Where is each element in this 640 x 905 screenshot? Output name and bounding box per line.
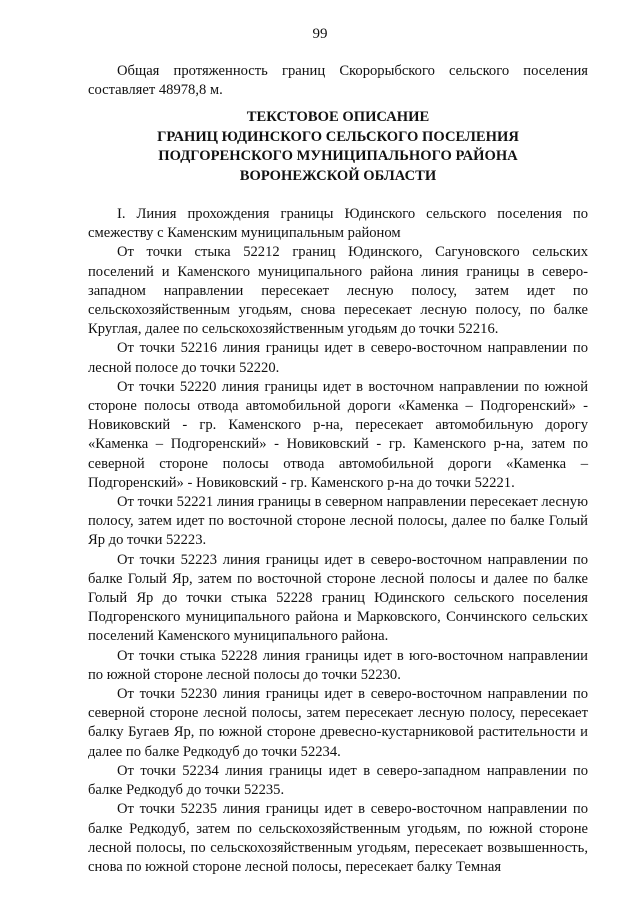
paragraph: От точки стыка 52228 линия границы идет в юго-восточном направлении по южной стороне лесной полосы до точки 52230.	[88, 647, 588, 683]
section-heading	[88, 108, 588, 186]
heading-line-4: ВОРОНЕЖСКОЙ ОБЛАСТИ	[239, 167, 437, 184]
paragraph: От точки 52235 линия границы идет в северо-восточном направлении по балке Редкодуб, затем по сельскохозяйственным угодьям, по южной стороне лесной полосы, по сельскохозяйственным угодьям, пересекает возвышенность, снова по южной стороне лесной полосы, пересекает балку Темная	[88, 801, 588, 875]
intro-paragraph: Общая протяженность границ Скорорыбского сельского поселения составляет 48978,8 м.	[88, 63, 588, 99]
paragraph: От точки стыка 52212 границ Юдинского, Сагуновского сельских поселений и Каменского муниципального района линия границы в северо-западном направлении пересекает лесную полосу, затем идет по сельскохозяйственным угодьям, снова пересекает лесную полосу, по балке Круглая, далее по сельскохозяйственным угодьям до точки 52216.	[88, 244, 588, 338]
intro-section	[88, 62, 588, 100]
boundary-description	[88, 205, 588, 877]
paragraph: От точки 52234 линия границы идет в северо-западном направлении по балке Редкодуб до точки 52235.	[88, 762, 588, 799]
section-subtitle: I. Линия прохождения границы Юдинского сельского поселения по смежеству с Каменским муниципальным районом	[88, 206, 588, 242]
page-number: 99	[312, 26, 328, 42]
paragraph: От точки 52230 линия границы идет в северо-восточном направлении по северной стороне лесной полосы, затем пересекает лесную полосу, пересекает балку Бугаев Яр, по южной стороне древесно-кустарниковой растительности и далее по балке Редкодуб до точки 52234.	[88, 686, 588, 760]
heading-line-3: ПОДГОРЕНСКОГО МУНИЦИПАЛЬНОГО РАЙОНА	[158, 148, 518, 165]
heading-line-2: ГРАНИЦ ЮДИНСКОГО СЕЛЬСКОГО ПОСЕЛЕНИЯ	[157, 128, 519, 145]
paragraph: От точки 52216 линия границы идет в северо-восточном направлении по лесной полосе до точки 52220.	[88, 340, 588, 376]
paragraph: От точки 52220 линия границы идет в восточном направлении по южной стороне полосы отвода автомобильной дороги «Каменка – Подгоренский» - Новиковский - гр. Каменского р-на, пересекает автомобильную дорогу «Каменка – Подгоренский» - Новиковский - гр. Каменского р-на, затем по северной стороне полосы отвода автомобильной дороги «Каменка – Подгоренский» - Новиковский - гр. Каменского р-на до точки 52221.	[88, 378, 588, 491]
paragraph: От точки 52223 линия границы идет в северо-восточном направлении по балке Голый Яр, затем по восточной стороне лесной полосы и далее по балке Голый Яр до точки стыка 52228 границ Юдинского сельского поселения Подгоренского муниципального района и Марковского, Сончинского сельских поселений Каменского муниципального района.	[88, 551, 588, 645]
paragraph: От точки 52221 линия границы в северном направлении пересекает лесную полосу, затем идет по восточной стороне лесной полосы, далее по балке Голый Яр до точки 52223.	[88, 494, 588, 549]
heading-line-1: ТЕКСТОВОЕ ОПИСАНИЕ	[246, 109, 430, 125]
